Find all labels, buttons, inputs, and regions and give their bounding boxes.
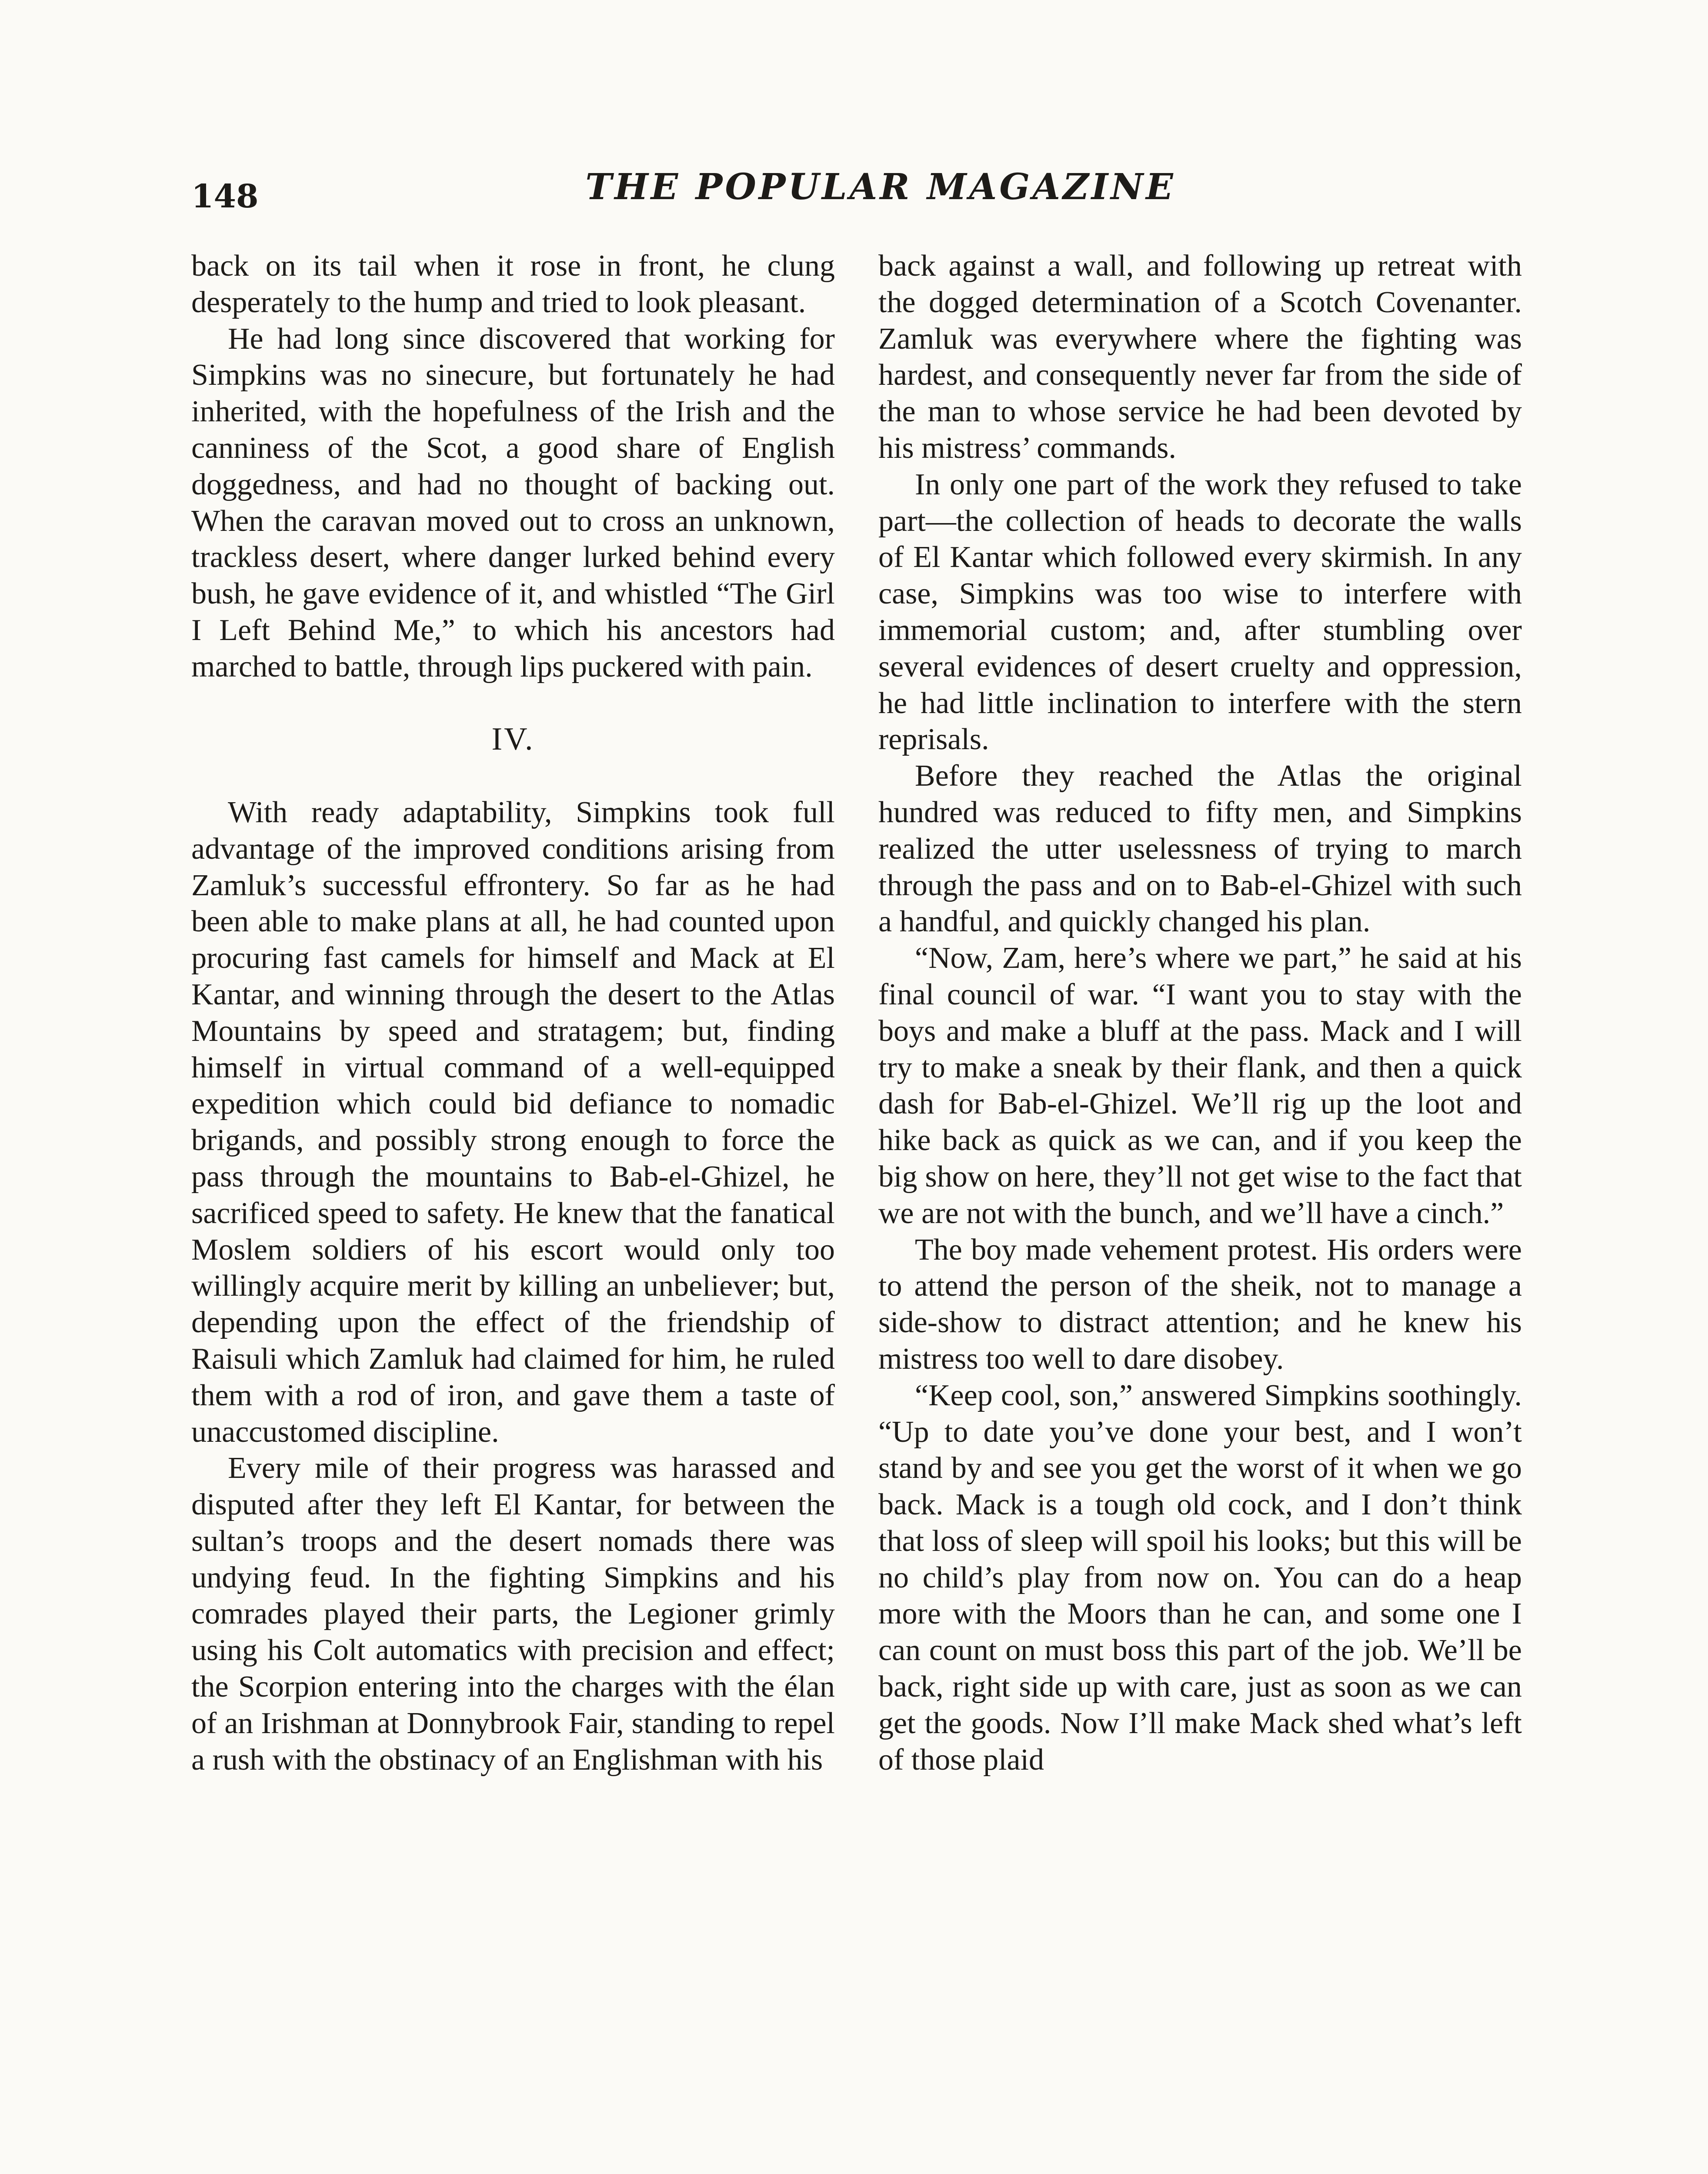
paragraph: With ready adaptability, Simpkins took full advantage of the improved conditions arising from Zamluk’s successful effrontery. So far as he had been able to make plans at all, he had counted upon procuring fast camels for himself and Mack at El Kantar, and winning through the desert to the Atlas Mountains by speed and stratagem; but, finding himself in virtual command of a well-equipped expedition which could bid defiance to nomadic brigands, and possibly strong enough to force the pass through the mountains to Bab-el-Ghizel, he sacrificed speed to safety. He knew that the fanatical Moslem soldiers of his escort would only too willingly acquire merit by killing an unbeliever; but, depending upon the effect of the friendship of Raisuli which Zamluk had claimed for him, he ruled them with a rod of iron, and gave them a taste of unaccustomed discipline.: [191, 795, 835, 1449]
paragraph: back on its tail when it rose in front, he clung desperately to the hump and tried to look pleasant.: [191, 249, 835, 319]
paragraph: “Now, Zam, here’s where we part,” he said at his final council of war. “I want you to stay with the boys and make a bluff at the pass. Mack and I will try to make a sneak by their flank, and then a quick dash for Bab-el-Ghizel. We’ll rig up the loot and hike back as quick as we can, and if you keep the big show on here, they’ll not get wise to the fact that we are not with the bunch, and we’ll have a cinch.”: [878, 941, 1522, 1230]
paragraph: The boy made vehement protest. His orders were to attend the person of the sheik, not to manage a side-show to distract attention; and he knew his mistress too well to dare disobey.: [878, 1233, 1522, 1376]
paragraph: “Keep cool, son,” answered Simpkins soothingly. “Up to date you’ve done your best, and I won’t stand by and see you get the worst of it when we go back. Mack is a tough old cock, and I don’t think that loss of sleep will spoil his looks; but this will be no child’s play from now on. You can do a heap more with the Moors than he can, and some one I can count on must boss this part of the job. We’ll be back, right side up with care, just as soon as we can get the goods. Now I’ll make Mack shed what’s left of those plaid: [878, 1378, 1522, 1777]
paragraph: In only one part of the work they refused to take part—the collection of heads to decorate the walls of El Kantar which followed every skirmish. In any case, Simpkins was too wise to interfere with immemorial custom; and, after stumbling over several evidences of desert cruelty and oppression, he had little inclination to interfere with the stern reprisals.: [878, 467, 1522, 757]
paragraph: back against a wall, and following up retreat with the dogged determination of a Scotch Covenanter. Zamluk was everywhere where the fighting was hardest, and consequently never far from the side of the man to whose service he had been devoted by his mistress’ commands.: [878, 249, 1522, 465]
section-heading: IV.: [491, 721, 535, 757]
page-header: [0, 165, 1708, 226]
paragraph: Before they reached the Atlas the original hundred was reduced to fifty men, and Simpkins realized the utter uselessness of trying to march through the pass and on to Bab-el-Ghizel with such a handful, and quickly changed his plan.: [878, 759, 1522, 939]
paragraph: Every mile of their progress was harassed and disputed after they left El Kantar, for between the sultan’s troops and the desert nomads there was undying feud. In the fighting Simpkins and his comrades played their parts, the Legioner grimly using his Colt automatics with precision and effect; the Scorpion entering into the charges with the élan of an Irishman at Donnybrook Fair, standing to repel a rush with the obstinacy of an Englishman with his: [191, 1451, 835, 1777]
running-title: THE POPULAR MAGAZINE: [585, 166, 1176, 208]
left-column: [191, 248, 835, 1778]
page-number: 148: [191, 178, 259, 215]
paragraph: He had long since discovered that working for Simpkins was no sinecure, but fortunately he had inherited, with the hopefulness of the Irish and the canniness of the Scot, a good share of English doggedness, and had no thought of backing out. When the caravan moved out to cross an unknown, trackless desert, where danger lurked behind every bush, he gave evidence of it, and whistled “The Girl I Left Behind Me,” to which his ancestors had marched to battle, through lips puckered with pain.: [191, 322, 835, 684]
right-column: [878, 248, 1522, 1778]
